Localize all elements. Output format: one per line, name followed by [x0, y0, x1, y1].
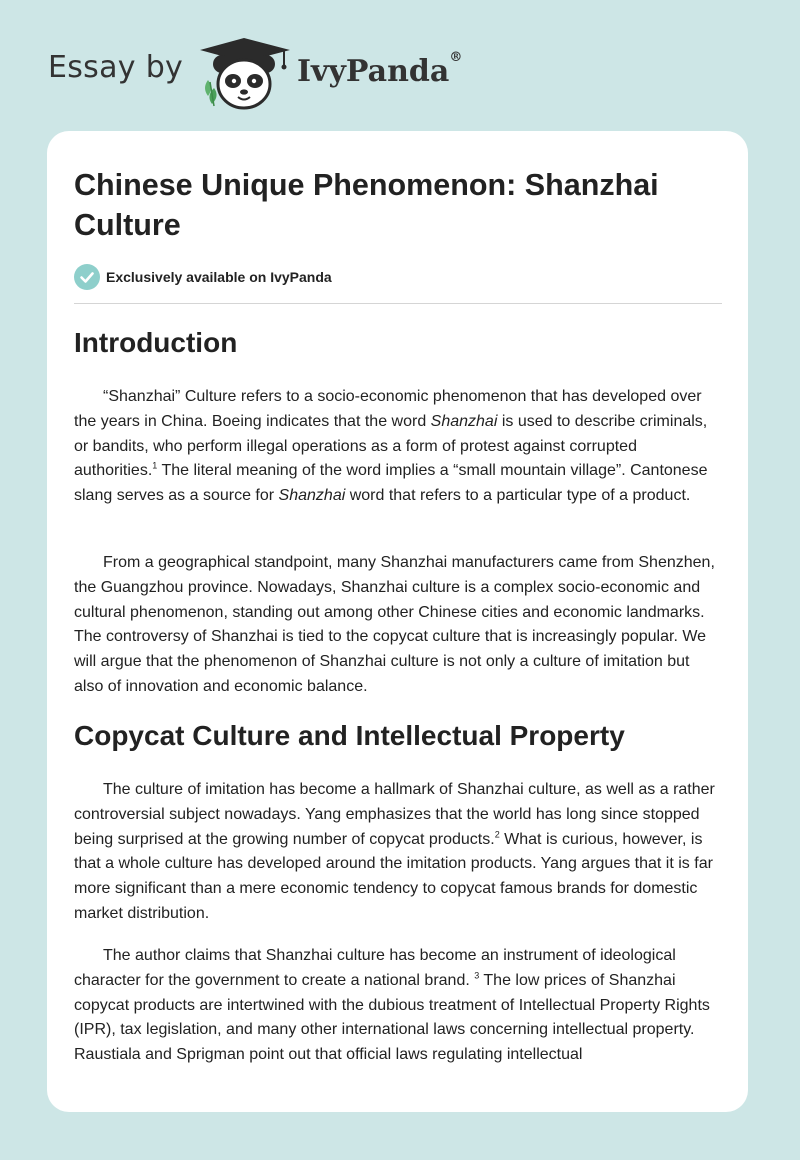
article-card	[47, 131, 748, 1112]
paragraph	[74, 385, 722, 509]
title-divider	[74, 303, 722, 304]
paragraph-text: The author claims that Shanzhai culture has become an instrument of ideological character for the government to create a national brand.	[74, 947, 676, 989]
panda-logo-icon[interactable]	[200, 36, 296, 110]
logo-brand-name	[297, 50, 463, 89]
italic-term: Shanzhai	[278, 487, 346, 505]
paragraph	[74, 944, 722, 1068]
paragraph	[74, 778, 722, 927]
checkmark-icon	[74, 264, 100, 290]
footnote-ref[interactable]: 1	[152, 461, 158, 472]
registered-mark: ®	[449, 50, 463, 65]
italic-term: Shanzhai	[430, 412, 498, 430]
paragraph-text: is used to describe criminals, or bandits, who perform illegal operations as a form of protest against corrupted authorities.	[74, 412, 708, 480]
badge-label: Exclusively available on IvyPanda	[106, 269, 332, 285]
paragraph	[74, 551, 722, 700]
section-heading-copycat: Copycat Culture and Intellectual Property	[74, 720, 625, 751]
paragraph-text: word that refers to a particular type of a product.	[345, 487, 691, 505]
paragraph-text: From a geographical standpoint, many Shanzhai manufacturers came from Shenzhen, the Guangzhou province. Nowadays, Shanzhai culture is a complex socio-economic and cultural phenomenon, standing out among other Chinese cities and economic landmarks. The controversy of Shanzhai is tied to the copycat culture that is increasingly popular. We will argue that the phenomenon of Shanzhai culture is not only a culture of imitation but also of innovation and economic balance.	[74, 554, 715, 695]
footnote-ref[interactable]: 2	[494, 829, 500, 840]
paragraph-text: What is curious, however, is that a whole culture has developed around the imitation products. Yang argues that it is far more significant than a mere economic tendency to copycat famous brands for domestic market distribution.	[74, 830, 713, 922]
footnote-ref[interactable]: 3	[474, 970, 480, 981]
article-title: Chinese Unique Phenomenon: Shanzhai Culture	[74, 168, 659, 242]
paragraph-text: The literal meaning of the word implies a “small mountain village”. Cantonese slang serves as a source for	[74, 462, 708, 505]
site-header	[0, 0, 800, 120]
brand-text: IvyPanda	[297, 54, 450, 89]
paragraph-text: “Shanzhai” Culture refers to a socio-economic phenomenon that has developed over the years in China. Boeing indicates that the word	[74, 388, 702, 430]
exclusive-badge	[74, 264, 332, 290]
section-heading-introduction: Introduction	[74, 327, 238, 358]
paragraph-text: The culture of imitation has become a hallmark of Shanzhai culture, as well as a rather controversial subject nowadays. Yang emphasizes that the world has long since stopped being surprised at the growing number of copycat products.	[74, 781, 715, 848]
logo-essay-by-text: Essay by	[48, 50, 184, 85]
paragraph-text: The low prices of Shanzhai copycat products are intertwined with the dubious treatment of Intellectual Property Rights (IPR), tax legislation, and many other international laws concerning intellectual property. Raustiala and Sprigman point out that official laws regulating intellectual	[74, 971, 710, 1064]
